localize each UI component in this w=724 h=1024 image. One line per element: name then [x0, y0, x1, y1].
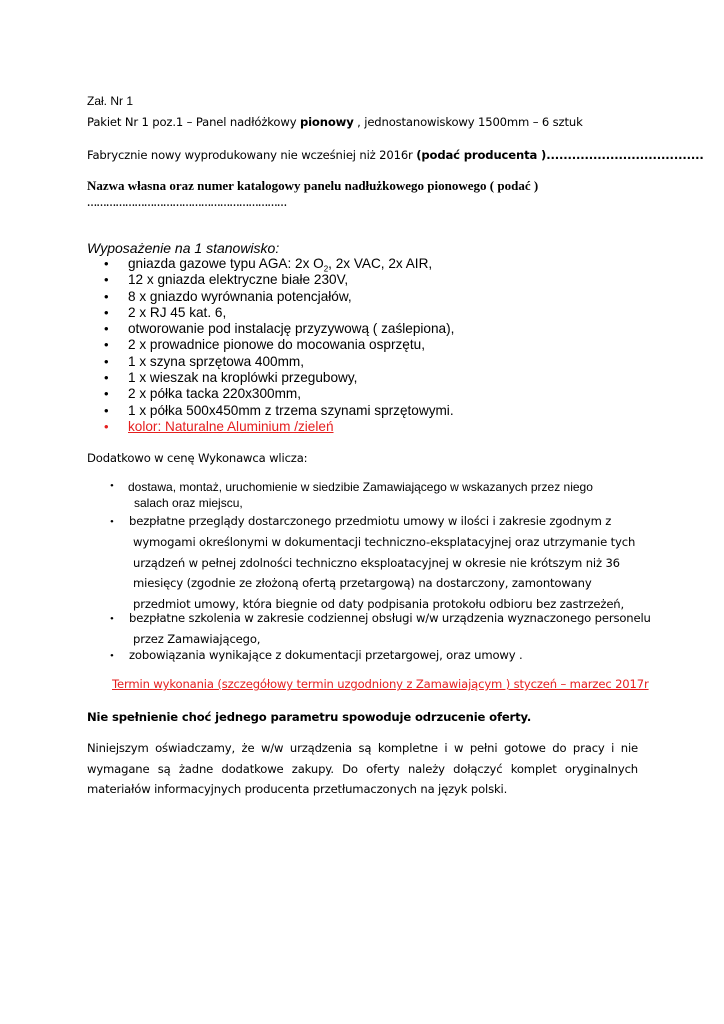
bullet: •: [104, 321, 109, 337]
bullet: •: [104, 256, 109, 271]
declaration-paragraph: Niniejszym oświadczamy, że w/w urządzenia są kompletne i w pełni gotowe do pracy i nie wymagane są żadne dodatkowe zakupy. Do oferty należy dołączyć komplet oryginalnych materiałów informacyjnych producenta przetłumaczonych na język polski.: [87, 741, 638, 796]
manufacture-producer: (podać producenta ).....................................: [416, 148, 704, 162]
additional-item-4: zobowiązania wynikające z dokumentacji przetargowej, oraz umowy .: [129, 648, 523, 662]
additional-item-2: bezpłatne przeglądy dostarczonego przedmiotu umowy w ilości i zakresie zgodnym z: [129, 514, 612, 528]
equipment-title: Wyposażenie na 1 stanowisko:: [87, 240, 280, 256]
additional-item-1-cont: salach oraz miejscu,: [134, 496, 243, 510]
product-name-dots: ………………………………………………………: [87, 198, 287, 209]
manufacture-line: [87, 148, 704, 162]
package-text: Pakiet Nr 1 poz.1 – Panel nadłóżkowy: [87, 115, 300, 129]
list-item: [104, 272, 454, 288]
additional-item-2-cont: miesięcy (zgodnie ze złożoną ofertą przetargową) na dostarczony, zamontowany: [133, 576, 592, 590]
item-text: 1 x szyna sprzętowa 400mm,: [128, 353, 305, 369]
item-text: kolor: Naturalne Aluminium /zieleń: [128, 418, 334, 434]
package-suffix: , jednostanowiskowy 1500mm – 6 sztuk: [353, 115, 583, 129]
bullet: •: [110, 650, 114, 662]
item-text: 1 x wieszak na kroplówki przegubowy,: [128, 370, 358, 386]
additional-title: Dodatkowo w cenę Wykonawca wlicza:: [87, 451, 308, 465]
item-text: 8 x gniazdo wyrównania potencjałów,: [128, 288, 352, 304]
list-item-color: [104, 419, 454, 435]
item-tail: , 2x VAC, 2x AIR,: [328, 256, 433, 271]
item-text: 2 x prowadnice pionowe do mocowania osprzętu,: [128, 337, 425, 353]
additional-item-2-cont: wymogami określonymi w dokumentacji techniczno-eksplatacyjnej oraz utrzymanie tych: [133, 535, 636, 549]
product-name-line: Nazwa własna oraz numer katalogowy panelu nadłużkowego pionowego ( podać ): [87, 178, 539, 193]
bullet: •: [110, 480, 114, 492]
list-item: [104, 386, 454, 402]
bullet: •: [104, 288, 109, 304]
equipment-list: [104, 256, 454, 435]
item-text: otworowanie pod instalację przyzywową ( zaślepiona),: [128, 321, 455, 337]
bullet: •: [110, 613, 114, 625]
list-item: [104, 289, 454, 305]
item-subscript: 2: [323, 264, 329, 274]
item-text: 2 x RJ 45 kat. 6,: [128, 304, 227, 320]
list-item: [104, 354, 454, 370]
list-item: [104, 370, 454, 386]
item-text: 12 x gniazda elektryczne białe 230V,: [128, 272, 349, 288]
bullet: •: [104, 386, 109, 402]
item-text: 2 x półka tacka 220x300mm,: [128, 386, 302, 402]
additional-item-3: bezpłatne szkolenia w zakresie codziennej obsługi w/w urządzenia wyznaczonego personelu: [129, 611, 651, 625]
deadline-line: Termin wykonania (szczegółowy termin uzgodniony z Zamawiającym ) styczeń – marzec 2017r: [112, 677, 649, 691]
attachment-number: Zał. Nr 1: [87, 94, 134, 108]
item-text: 1 x półka 500x450mm z trzema szynami sprzętowymi.: [128, 402, 454, 418]
manufacture-text: Fabrycznie nowy wyprodukowany nie wcześniej niż 2016r: [87, 148, 417, 162]
bullet: •: [104, 337, 109, 353]
additional-item-2-cont: przedmiot umowy, która biegnie od daty podpisania protokołu odbioru bez zastrzeżeń,: [133, 597, 625, 611]
list-item: [104, 256, 454, 272]
bullet: •: [110, 516, 114, 528]
rejection-warning: Nie spełnienie choć jednego parametru spowoduje odrzucenie oferty.: [87, 710, 532, 724]
list-item: [104, 337, 454, 353]
list-item: [104, 403, 454, 419]
list-item: [104, 305, 454, 321]
package-line: [87, 115, 583, 129]
item-text: gniazda gazowe typu AGA: 2x O: [128, 256, 324, 271]
package-bold: pionowy: [299, 115, 354, 129]
bullet: •: [104, 418, 109, 434]
list-item: [104, 321, 454, 337]
additional-item-3-cont: przez Zamawiającego,: [133, 632, 261, 646]
bullet: •: [104, 353, 109, 369]
additional-item-2-cont: urządzeń w pełnej zdolności techniczno eksploatacyjnej w okresie nie krótszym niż 36: [133, 556, 620, 570]
bullet: •: [104, 370, 109, 386]
bullet: •: [104, 272, 109, 288]
bullet: •: [104, 402, 109, 418]
additional-item-1: dostawa, montaż, uruchomienie w siedzibie Zamawiającego w wskazanych przez niego: [128, 480, 593, 494]
bullet: •: [104, 304, 109, 320]
